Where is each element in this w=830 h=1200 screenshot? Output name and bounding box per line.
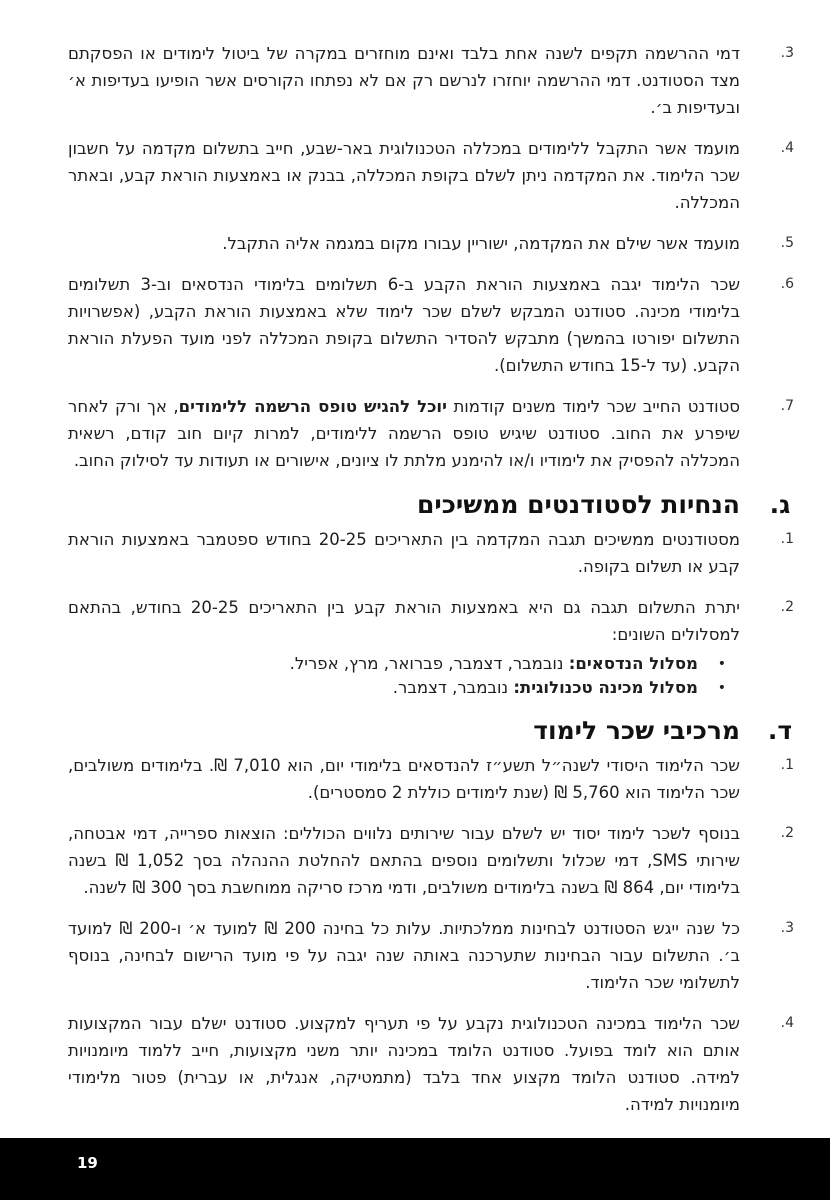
list-item [68,393,794,474]
list-item [68,1010,794,1118]
page-content [68,40,794,1132]
list-item [68,135,794,216]
track-item [68,652,740,676]
section-title: הנחיות לסטודנטים ממשיכים [417,490,740,519]
bullet-icon: • [717,680,726,696]
item-text: שכר הלימוד היסודי לשנה״ל תשע״ז להנדסאים בלימודי יום, הוא 7,010 ₪. בלימודים משולבים, שכר הלימוד הוא 5,760 ₪ (שנת לימודים כוללת 2 סמסטרים). [68,756,740,802]
item-number: .3 [780,45,794,61]
item-number: .3 [780,920,794,936]
item-number: .4 [780,1015,794,1031]
item-number: .1 [780,757,794,773]
list-item [68,752,794,806]
section-d-list [68,752,794,1118]
section-b-list [68,40,794,474]
section-d-heading [68,714,793,748]
section-g-heading [68,488,791,522]
bullet-icon: • [717,656,726,672]
page-number: 19 [77,1154,98,1172]
item-text: מסטודנטים ממשיכים תגבה המקדמה בין התאריכים 20-25 בחודש ספטמבר באמצעות הוראת קבע או תשלום בקופה. [68,530,740,576]
track-item [68,676,740,700]
section-letter: ד. [767,716,793,745]
list-item [68,230,794,257]
page-footer [0,1138,830,1200]
section-g-list [68,526,794,648]
item-text: דמי ההרשמה תקפים לשנה אחת בלבד ואינם מוחזרים במקרה של ביטול לימודים או הפסקתם מצד הסטודנט. דמי ההרשמה יוחזרו לנרשם רק אם לא נפתחו הקורסים אשר הופיעו בעדיפות א׳ ובעדיפות ב׳. [68,44,740,117]
item-text-bold: יוכל להגיש טופס הרשמה ללימודים [178,397,447,416]
list-item [68,820,794,901]
item-text-before: סטודנט החייב שכר לימוד משנים קודמות [446,397,741,416]
item-number: .2 [780,825,794,841]
item-text: יתרת התשלום תגבה גם היא באמצעות הוראת קבע בין התאריכים 20-25 בחודש, בהתאם למסלולים השונים: [68,598,740,644]
track-value: נובמבר, דצמבר, פברואר, מרץ, אפריל. [289,654,569,673]
item-text: שכר הלימוד יגבה באמצעות הוראת הקבע ב-6 תשלומים בלימודי הנדסאים וב-3 תשלומים בלימודי מכינה. סטודנט המבקש לשלם שכר לימוד שלא באמצעות הוראת הקבע, (אפשרויות התשלום יפורטו בהמשך) מתבקש להסדיר התשלום בקופת המכללה לפני מועד הפעלת הוראת הקבע. (עד ל-15 בחודש התשלום). [68,275,741,375]
item-number: .4 [780,140,794,156]
item-number: .6 [780,276,794,292]
list-item [68,526,794,580]
section-letter: ג. [769,490,791,519]
section-title: מרכיבי שכר לימוד [533,716,740,745]
list-item [68,40,794,121]
item-number: .5 [780,235,794,251]
item-number: .1 [780,531,794,547]
item-number: .7 [780,398,794,414]
item-text: מועמד אשר שילם את המקדמה, ישוריין עבורו מקום במגמה אליה התקבל. [222,234,740,253]
item-text: בנוסף לשכר לימוד יסוד יש לשלם עבור שירותים נלווים הכוללים: הוצאות ספרייה, דמי אבטחה, שירותי SMS, דמי שכלול ותשלומים נוספים בהתאם להחלטת ההנהלה בסך 1,052 ₪ בשנה בלימודי יום, 864 ₪ בשנה בלימודים משולבים, ודמי מרכז סריקה ממוחשבת בסך 300 ₪ לשנה. [68,824,740,897]
track-value: נובמבר, דצמבר. [392,678,514,697]
track-label: מסלול הנדסאים: [568,654,698,673]
item-text-after: , אך ורק לאחר שיפרע את החוב. סטודנט שיגיש טופס הרשמה ללימודים, למרות קיום חוב קודם, רשאית המכללה להפסיק את לימודיו ו/או להימנע מלתת לו ציונים, אישורים או תעודות עד לסילוק החוב. [68,397,740,470]
track-label: מסלול מכינה טכנולוגית: [513,678,698,697]
item-number: .2 [780,599,794,615]
list-item [68,594,794,648]
item-text: כל שנה ייגש הסטודנט לבחינות ממלכתיות. עלות כל בחינה 200 ₪ למועד א׳ ו-200 ₪ למועד ב׳. התשלום עבור הבחינות שתערכנה באותה שנה יגבה על פי מועד הרישום לבחינה, בנוסף לתשלומי שכר הלימוד. [68,919,740,992]
list-item [68,915,794,996]
list-item [68,271,794,379]
tracks-list [68,652,740,700]
item-text: שכר הלימוד במכינה הטכנולוגית נקבע על פי תעריף למקצוע. סטודנט ישלם עבור המקצועות אותם הוא לומד בפועל. סטודנט הלומד במכינה יותר משני מקצועות, חייב ללמוד מיומנויות למידה. סטודנט הלומד מקצוע אחד בלבד (מתמטיקה, אנגלית, או עברית) פטור מלימודי מיומנויות למידה. [68,1014,740,1114]
item-text: מועמד אשר התקבל ללימודים במכללה הטכנולוגית באר-שבע, חייב בתשלום מקדמה על חשבון שכר הלימוד. את המקדמה ניתן לשלם בקופת המכללה, בבנק או באמצעות הוראת קבע, ובאתר המכללה. [68,139,740,212]
